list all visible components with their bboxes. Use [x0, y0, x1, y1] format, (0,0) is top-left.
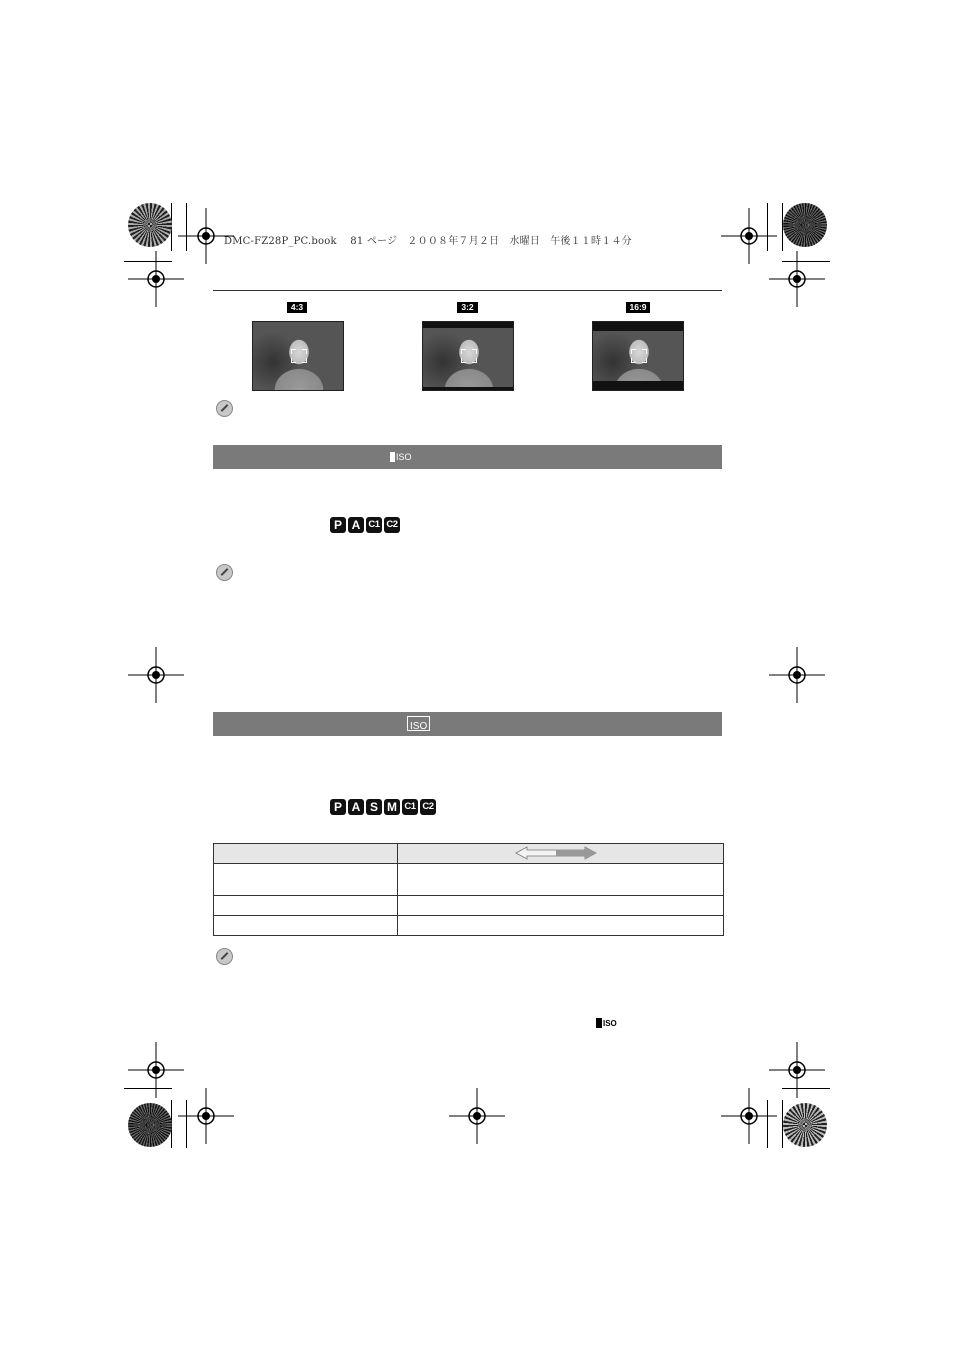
registration-mark-icon — [769, 251, 825, 307]
book-header-text: DMC-FZ28P_PC.book 81 ページ ２００８年７月２日 水曜日 午後１１時１４分 — [224, 236, 632, 247]
mode-icon: A — [348, 517, 364, 533]
pencil-note-icon — [216, 948, 233, 965]
aspect-example-photo-16-9 — [592, 321, 684, 391]
table-cell — [214, 896, 398, 916]
color-rosette-icon — [128, 203, 172, 247]
aspect-example-photo-4-3 — [252, 321, 344, 391]
registration-mark-icon — [178, 1088, 234, 1144]
table-row — [214, 864, 724, 896]
mode-icon: C1 — [366, 517, 382, 533]
section-heading-intelligent-iso — [213, 445, 722, 469]
section-heading-iso-sensitivity — [213, 712, 722, 736]
table-cell — [398, 916, 724, 936]
registration-mark-icon — [128, 1042, 184, 1098]
letterbox-top — [593, 322, 683, 331]
mode-icon: A — [348, 799, 364, 815]
iso-label: ISO — [410, 721, 428, 732]
table-cell — [398, 896, 724, 916]
letterbox-bottom — [593, 381, 683, 390]
intelligent-iso-icon — [390, 452, 412, 462]
registration-mark-icon — [449, 1088, 505, 1144]
af-frame — [461, 349, 477, 363]
color-rosette-icon — [783, 203, 827, 247]
double-arrow-icon — [515, 846, 597, 860]
intelligent-iso-icon — [596, 1018, 617, 1028]
i-mark-icon — [390, 452, 395, 462]
mode-icon: S — [366, 799, 382, 815]
table-cell — [398, 844, 724, 864]
table-row — [214, 896, 724, 916]
mode-icon: P — [330, 517, 346, 533]
mode-icon: M — [384, 799, 400, 815]
mode-icon: P — [330, 799, 346, 815]
table-cell — [214, 864, 398, 896]
applicable-modes-1 — [330, 517, 400, 533]
color-rosette-icon — [783, 1103, 827, 1147]
header-rule — [213, 290, 722, 291]
iso-label: ISO — [396, 452, 412, 462]
af-frame — [631, 349, 647, 363]
registration-mark-icon — [128, 647, 184, 703]
mode-icon: C2 — [384, 517, 400, 533]
iso-label: ISO — [603, 1018, 617, 1028]
aspect-badge-16-9: 16:9 — [626, 302, 650, 313]
table-cell — [214, 916, 398, 936]
registration-mark-icon — [769, 647, 825, 703]
pencil-note-icon — [216, 400, 233, 417]
iso-icon — [407, 716, 430, 731]
aspect-badge-4-3: 4:3 — [287, 302, 307, 313]
aspect-example-photo-3-2 — [422, 321, 514, 391]
table-header-row — [214, 844, 724, 864]
letterbox-bottom — [423, 387, 513, 390]
pencil-note-icon — [216, 564, 233, 581]
table-row — [214, 916, 724, 936]
registration-mark-icon — [769, 1042, 825, 1098]
applicable-modes-2 — [330, 799, 436, 815]
letterbox-top — [423, 322, 513, 328]
table-cell — [398, 864, 724, 896]
mode-icon: C2 — [420, 799, 436, 815]
color-rosette-icon — [128, 1103, 172, 1147]
af-frame — [291, 349, 307, 363]
aspect-badge-3-2: 3:2 — [457, 302, 478, 313]
registration-mark-icon — [721, 1088, 777, 1144]
registration-mark-icon — [128, 251, 184, 307]
mode-icon: C1 — [402, 799, 418, 815]
i-mark-icon — [596, 1018, 602, 1028]
table-cell — [214, 844, 398, 864]
iso-sensitivity-table — [213, 843, 724, 936]
